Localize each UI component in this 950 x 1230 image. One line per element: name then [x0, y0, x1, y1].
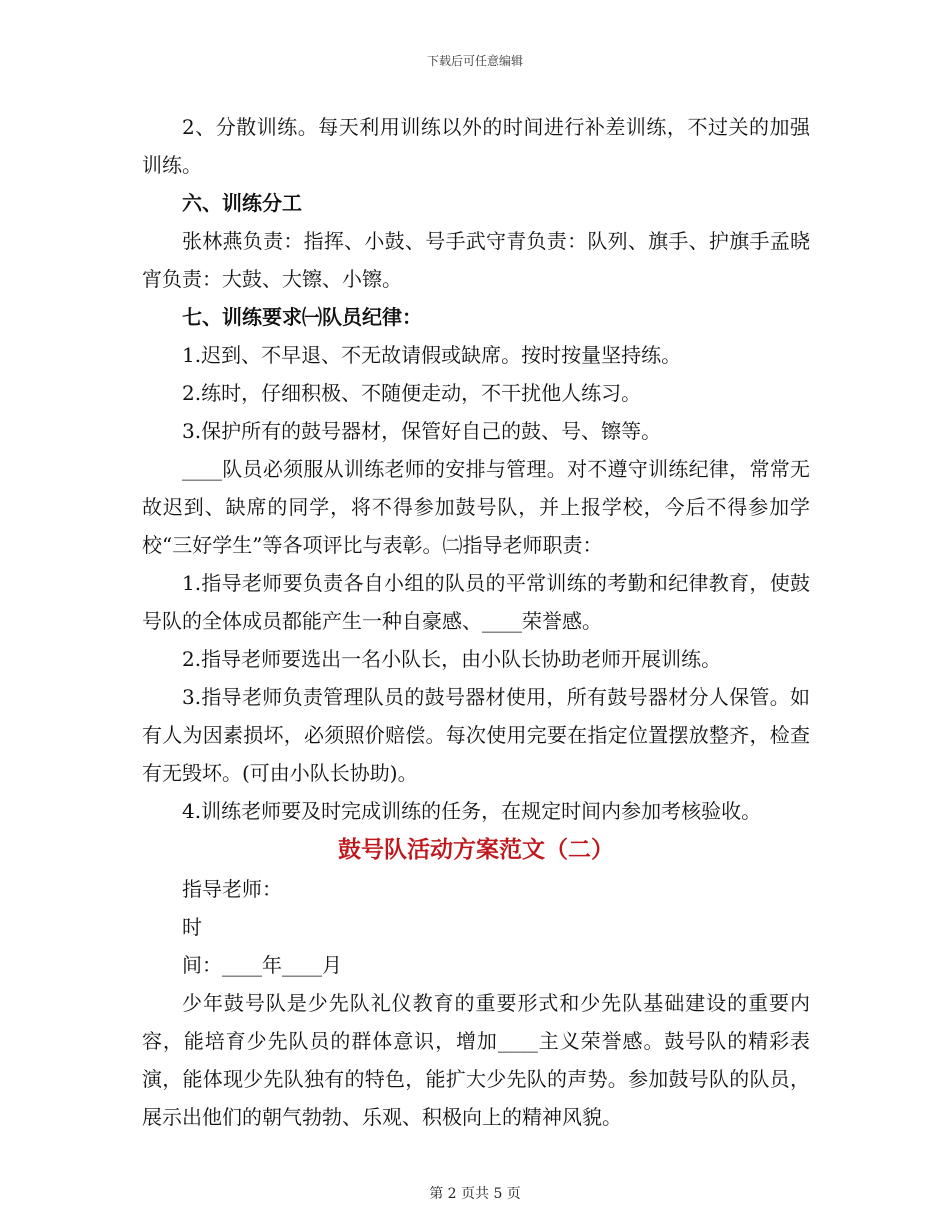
paragraph-intro: 少年鼓号队是少先队礼仪教育的重要形式和少先队基础建设的重要内容，能培育少先队员的群体意识，增加____主义荣誉感。鼓号队的精彩表演，能体现少先队独有的特色，能扩大少先队的声势。参加鼓号队的队员，展示出他们的朝气勃勃、乐观、积极向上的精神风貌。: [142, 991, 810, 1129]
document-body: [142, 108, 810, 1136]
list-item-discipline-2: 2.练时，仔细积极、不随便走动，不干扰他人练习。: [182, 381, 642, 405]
list-item-teacher-duty-1: 1.指导老师要负责各自小组的队员的平常训练的考勤和纪律教育，使鼓号队的全体成员都能产生一种自豪感、____荣誉感。: [142, 571, 810, 633]
heading-training-division: 六、训练分工: [182, 191, 302, 215]
page-header: 下载后可任意编辑: [426, 54, 523, 68]
heading-training-requirements: 七、训练要求㈠队员纪律：: [182, 305, 422, 329]
paragraph-division-details: 张林燕负责：指挥、小鼓、号手武守青负责：队列、旗手、护旗手孟晓宵负责：大鼓、大镲、小镲。: [142, 229, 810, 291]
list-item-teacher-duty-3: 3.指导老师负责管理队员的鼓号器材使用，所有鼓号器材分人保管。如有人为因素损坏，必须照价赔偿。每次使用完要在指定位置摆放整齐，检查有无毁坏。(可由小队长协助)。: [142, 685, 810, 785]
paragraph-training-scattered: 2、分散训练。每天利用训练以外的时间进行补差训练，不过关的加强训练。: [142, 115, 810, 177]
list-item-discipline-1: 1.迟到、不早退、不无故请假或缺席。按时按量坚持练。: [182, 343, 682, 367]
list-item-teacher-duty-2: 2.指导老师要选出一名小队长，由小队长协助老师开展训练。: [182, 647, 722, 671]
field-time-label: 时: [182, 915, 202, 939]
page-footer: 第 2 页共 5 页: [429, 1186, 521, 1202]
field-instructor: 指导老师：: [182, 877, 282, 901]
section-title: 鼓号队活动方案范文（二）: [338, 836, 614, 863]
list-item-discipline-3: 3.保护所有的鼓号器材，保管好自己的鼓、号、镲等。: [182, 419, 662, 443]
paragraph-obey-management: ____队员必须服从训练老师的安排与管理。对不遵守训练纪律，常常无故迟到、缺席的同学，将不得参加鼓号队，并上报学校，今后不得参加学校“三好学生”等各项评比与表彰。㈡指导老师职责：: [142, 457, 810, 557]
list-item-teacher-duty-4: 4.训练老师要及时完成训练的任务，在规定时间内参加考核验收。: [182, 799, 762, 823]
field-time-value: 间：____年____月: [182, 953, 342, 977]
